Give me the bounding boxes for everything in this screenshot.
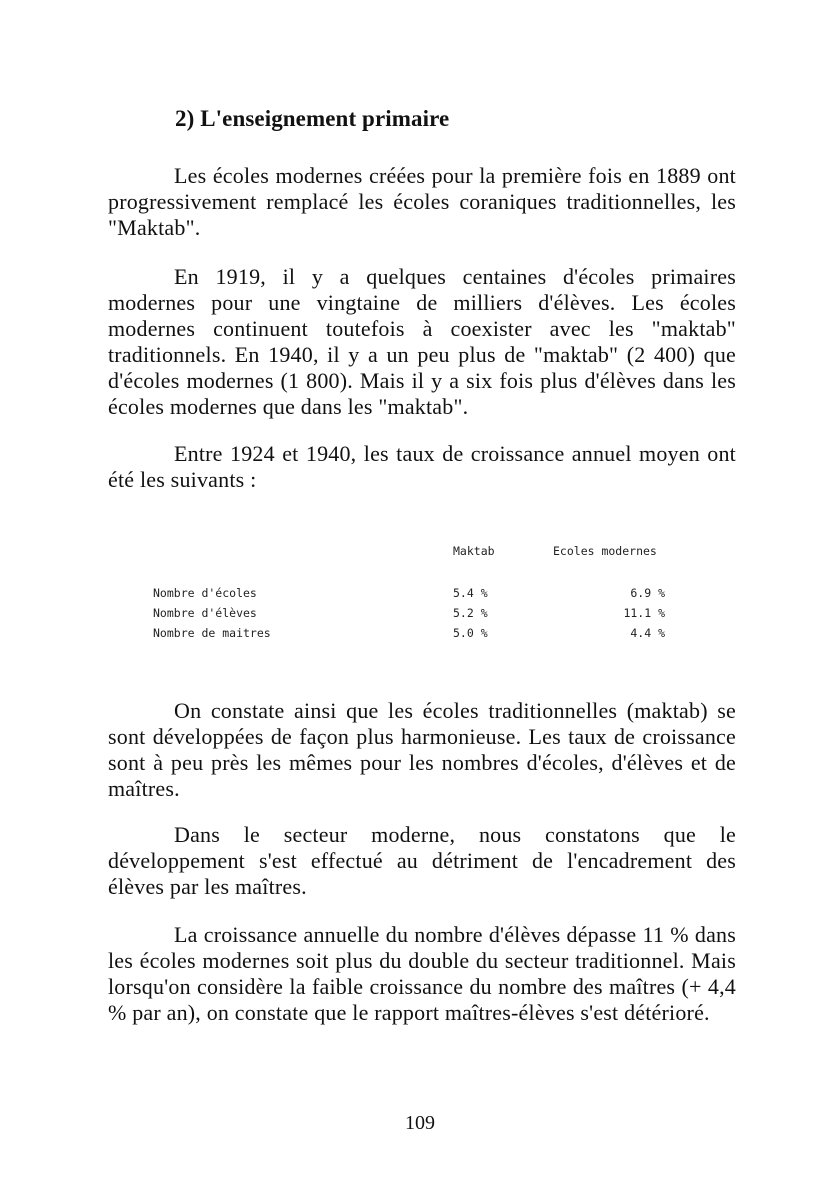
page-number: 109 <box>405 1112 435 1134</box>
maktab-value: 5.0 % <box>453 626 488 640</box>
column-header-ecoles-modernes: Ecoles modernes <box>553 544 657 558</box>
maktab-value: 5.4 % <box>453 586 488 600</box>
paragraph-6: La croissance annuelle du nombre d'élèves dépasse 11 % dans les écoles modernes soit plus du double du secteur traditionnel. Mais lorsqu'on considère la faible croissance du nombre des maîtres (+ 4,4 % par an), on constate que le rapport maîtres-élèves s'est détérioré. <box>108 922 736 1025</box>
maktab-value: 5.2 % <box>453 606 488 620</box>
section-heading: 2) L'enseignement primaire <box>175 106 450 131</box>
modernes-value: 11.1 % <box>623 606 665 620</box>
modernes-value: 6.9 % <box>630 586 665 600</box>
table-row <box>150 586 710 606</box>
modernes-value: 4.4 % <box>630 626 665 640</box>
paragraph-3: Entre 1924 et 1940, les taux de croissance annuel moyen ont été les suivants : <box>108 441 736 492</box>
paragraph-4: On constate ainsi que les écoles traditionnelles (maktab) se sont développées de façon plus harmonieuse. Les taux de croissance sont à peu près les mêmes pour les nombres d'écoles, d'élèves et de maîtres. <box>108 698 736 801</box>
row-label: Nombre d'élèves <box>153 606 257 620</box>
paragraph-1: Les écoles modernes créées pour la première fois en 1889 ont progressivement remplacé les écoles coraniques traditionnelles, les "Maktab". <box>108 163 736 240</box>
table-row <box>150 626 710 646</box>
table-row <box>150 606 710 626</box>
column-header-maktab: Maktab <box>453 544 495 558</box>
row-label: Nombre d'écoles <box>153 586 257 600</box>
paragraph-2: En 1919, il y a quelques centaines d'écoles primaires modernes pour une vingtaine de milliers d'élèves. Les écoles modernes continuent toutefois à coexister avec les "maktab" traditionnels. En 1940, il y a un peu plus de "maktab" (2 400) que d'écoles modernes (1 800). Mais il y a six fois plus d'élèves dans les écoles modernes que dans les "maktab". <box>108 264 736 419</box>
paragraph-5: Dans le secteur moderne, nous constatons que le développement s'est effectué au détriment de l'encadrement des élèves par les maîtres. <box>108 822 736 899</box>
row-label: Nombre de maitres <box>153 626 271 640</box>
